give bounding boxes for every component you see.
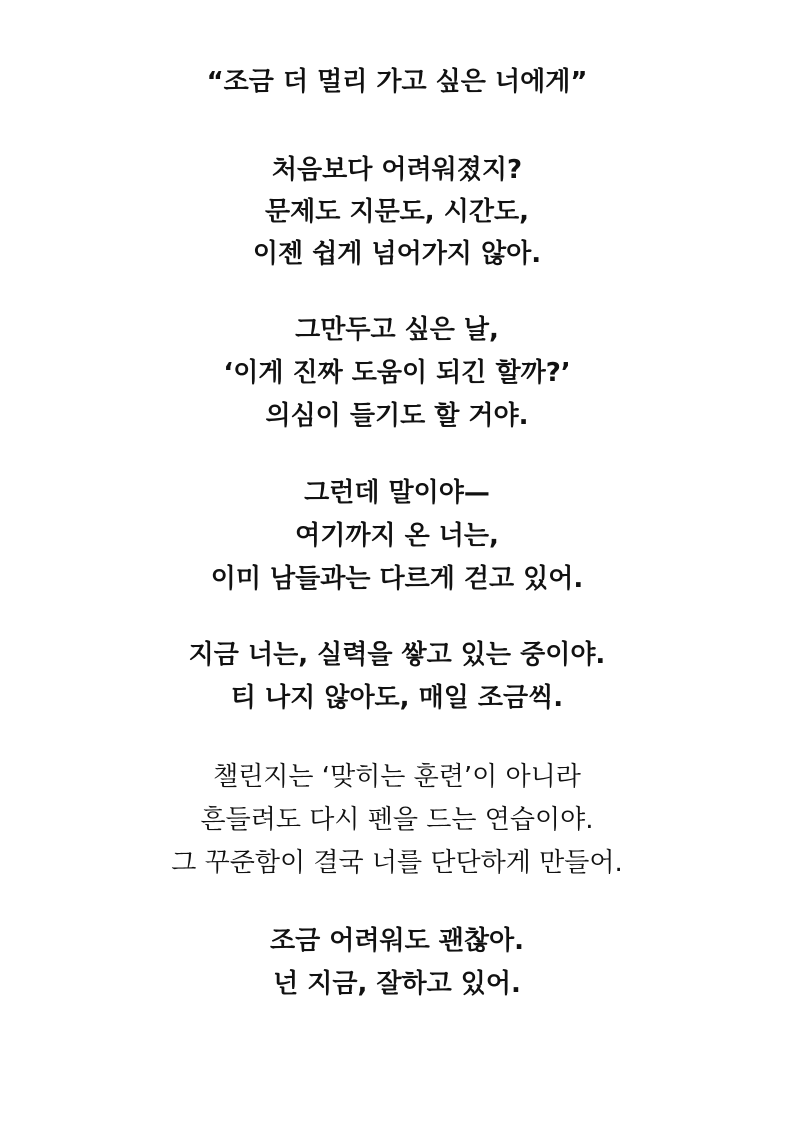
stanza-line: 챌린지는 ‘맞히는 훈련’이 아니라 xyxy=(213,762,581,792)
stanza-line: 조금 어려워도 괜찮아. xyxy=(269,926,525,956)
stanza-line: 이미 남들과는 다르게 걷고 있어. xyxy=(210,564,584,594)
stanza-line: 그런데 말이야— xyxy=(304,478,490,508)
stanza-line: 문제도 지문도, 시간도, xyxy=(265,197,529,227)
stanza-line: 처음보다 어려워졌지? xyxy=(271,155,523,185)
stanza-line: 흔들려도 다시 펜을 드는 연습이야. xyxy=(200,805,594,835)
stanza-line: 의심이 들기도 할 거야. xyxy=(265,401,529,431)
stanza-line: 여기까지 온 너는, xyxy=(295,521,499,551)
stanza-line: 이젠 쉽게 넘어가지 않아. xyxy=(252,239,542,269)
stanza-line: 넌 지금, 잘하고 있어. xyxy=(273,969,521,999)
stanza-line: 지금 너는, 실력을 쌓고 있는 중이야. xyxy=(188,640,606,670)
stanza-line: 그만두고 싶은 날, xyxy=(295,315,499,345)
stanza-line: 티 나지 않아도, 매일 조금씩. xyxy=(230,683,564,713)
poem-title: “조금 더 멀리 가고 싶은 너에게” xyxy=(206,67,588,97)
stanza-line: ‘이게 진짜 도움이 되긴 할까?’ xyxy=(223,358,571,388)
stanza-line: 그 꾸준함이 결국 너를 단단하게 만들어. xyxy=(171,848,623,878)
